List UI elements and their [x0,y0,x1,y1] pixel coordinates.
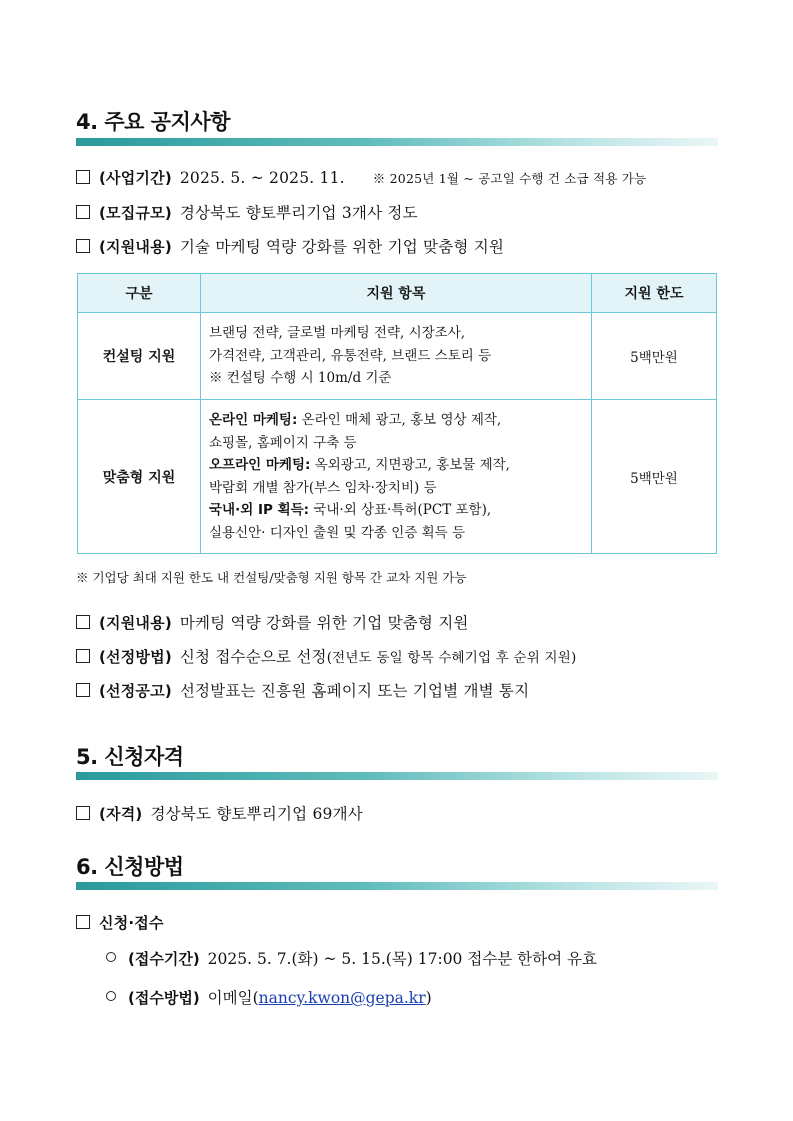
section-5-title: 5. 신청자격 [76,745,184,769]
row-limit: 5백만원 [592,400,717,554]
section-6-title: 6. 신청방법 [76,855,184,879]
checkbox-icon [76,615,90,629]
ip-text: 국내·외 상표·특허(PCT 포함), [309,502,492,518]
business-period-line [76,167,646,188]
apply-method-prefix: 이메일( [207,989,259,1007]
checkbox-icon [76,683,90,697]
offline-text: 옥외광고, 지면광고, 홍보물 제작, [310,457,510,473]
row-items [201,313,592,400]
apply-method-suffix: ) [425,989,432,1007]
offline-label: 오프라인 마케팅: [209,457,311,473]
row-category: 컨설팅 지원 [78,313,201,400]
table-note: ※ 기업당 최대 지원 한도 내 컨설팅/맞춤형 지원 항목 간 교차 지원 가능 [76,570,467,585]
content2-value: 마케팅 역량 강화를 위한 기업 맞춤형 지원 [179,614,469,632]
bullet-circle-icon [106,991,116,1001]
section-5-title-bar [76,772,718,780]
row-category: 맞춤형 지원 [78,400,201,554]
item-line [209,454,583,477]
apply-label: 신청·접수 [99,914,164,932]
table-header-row [78,274,717,313]
header-limit: 지원 한도 [592,274,717,313]
item-line: 쇼핑몰, 홈페이지 구축 등 [209,434,357,451]
item-line: 실용신안· 디자인 출원 및 각종 인증 획득 등 [209,524,466,541]
checkbox-icon [76,239,90,253]
support-table [77,273,717,554]
item-line [209,499,583,522]
apply-period-label: (접수기간) [128,950,200,968]
content-label: (지원내용) [99,238,172,256]
period-note: ※ 2025년 1월 ~ 공고일 수행 건 소급 적용 가능 [372,171,647,186]
support-content-2-line [76,611,469,633]
scale-label: (모집규모) [99,204,172,222]
checkbox-icon [76,649,90,663]
checkbox-icon [76,205,90,219]
section-4-title-bar [76,138,718,146]
qual-value: 경상북도 향토뿌리기업 69개사 [150,805,363,823]
table-row [78,313,717,400]
period-value: 2025. 5. ~ 2025. 11. [179,169,345,187]
support-content-line [76,235,504,257]
ip-label: 국내·외 IP 획득: [209,502,310,518]
method-value: 신청 접수순으로 선정 [179,648,327,666]
content-value: 기술 마케팅 역량 강화를 위한 기업 맞춤형 지원 [179,238,505,256]
table-row [78,400,717,554]
apply-line [76,912,172,933]
method-label: (선정방법) [99,648,172,666]
notice-value: 선정발표는 진흥원 홈페이지 또는 기업별 개별 통지 [179,682,530,700]
checkbox-icon [76,806,90,820]
recruit-scale-line [76,201,418,223]
section-6-title-bar [76,882,718,890]
checkbox-icon [76,170,90,184]
section-4-title: 4. 주요 공지사항 [76,110,230,134]
method-note: (전년도 동일 항목 수혜기업 후 순위 지원) [326,650,577,666]
scale-value: 경상북도 향토뿌리기업 3개사 정도 [179,204,418,222]
online-text: 온라인 매체 광고, 홍보 영상 제작, [297,412,502,428]
header-items: 지원 항목 [201,274,592,313]
bullet-circle-icon [106,952,116,962]
period-label: (사업기간) [99,169,172,187]
notice-label: (선정공고) [99,682,172,700]
item-line: 브랜딩 전략, 글로벌 마케팅 전략, 시장조사, [209,325,466,342]
checkbox-icon [76,915,90,929]
item-line: ※ 컨설팅 수행 시 10m/d 기준 [209,370,392,387]
item-line: 박람회 개별 참가(부스 임차·장치비) 등 [209,479,437,496]
selection-method-line [76,645,576,667]
email-link[interactable]: nancy.kwon@gepa.kr [258,989,426,1007]
header-category: 구분 [78,274,201,313]
row-limit: 5백만원 [592,313,717,400]
apply-period-value: 2025. 5. 7.(화) ~ 5. 15.(목) 17:00 접수분 한하여 유효 [207,950,597,968]
selection-notice-line [76,679,529,701]
online-label: 온라인 마케팅: [209,412,298,428]
qualification-line [76,802,363,824]
item-line: 가격전략, 고객관리, 유통전략, 브랜드 스토리 등 [209,347,492,364]
apply-method-label: (접수방법) [128,989,200,1007]
apply-method-line [106,986,432,1008]
row-items [201,400,592,554]
content2-label: (지원내용) [99,614,172,632]
apply-period-line [106,947,597,969]
item-line [209,409,583,432]
qual-label: (자격) [99,805,143,823]
